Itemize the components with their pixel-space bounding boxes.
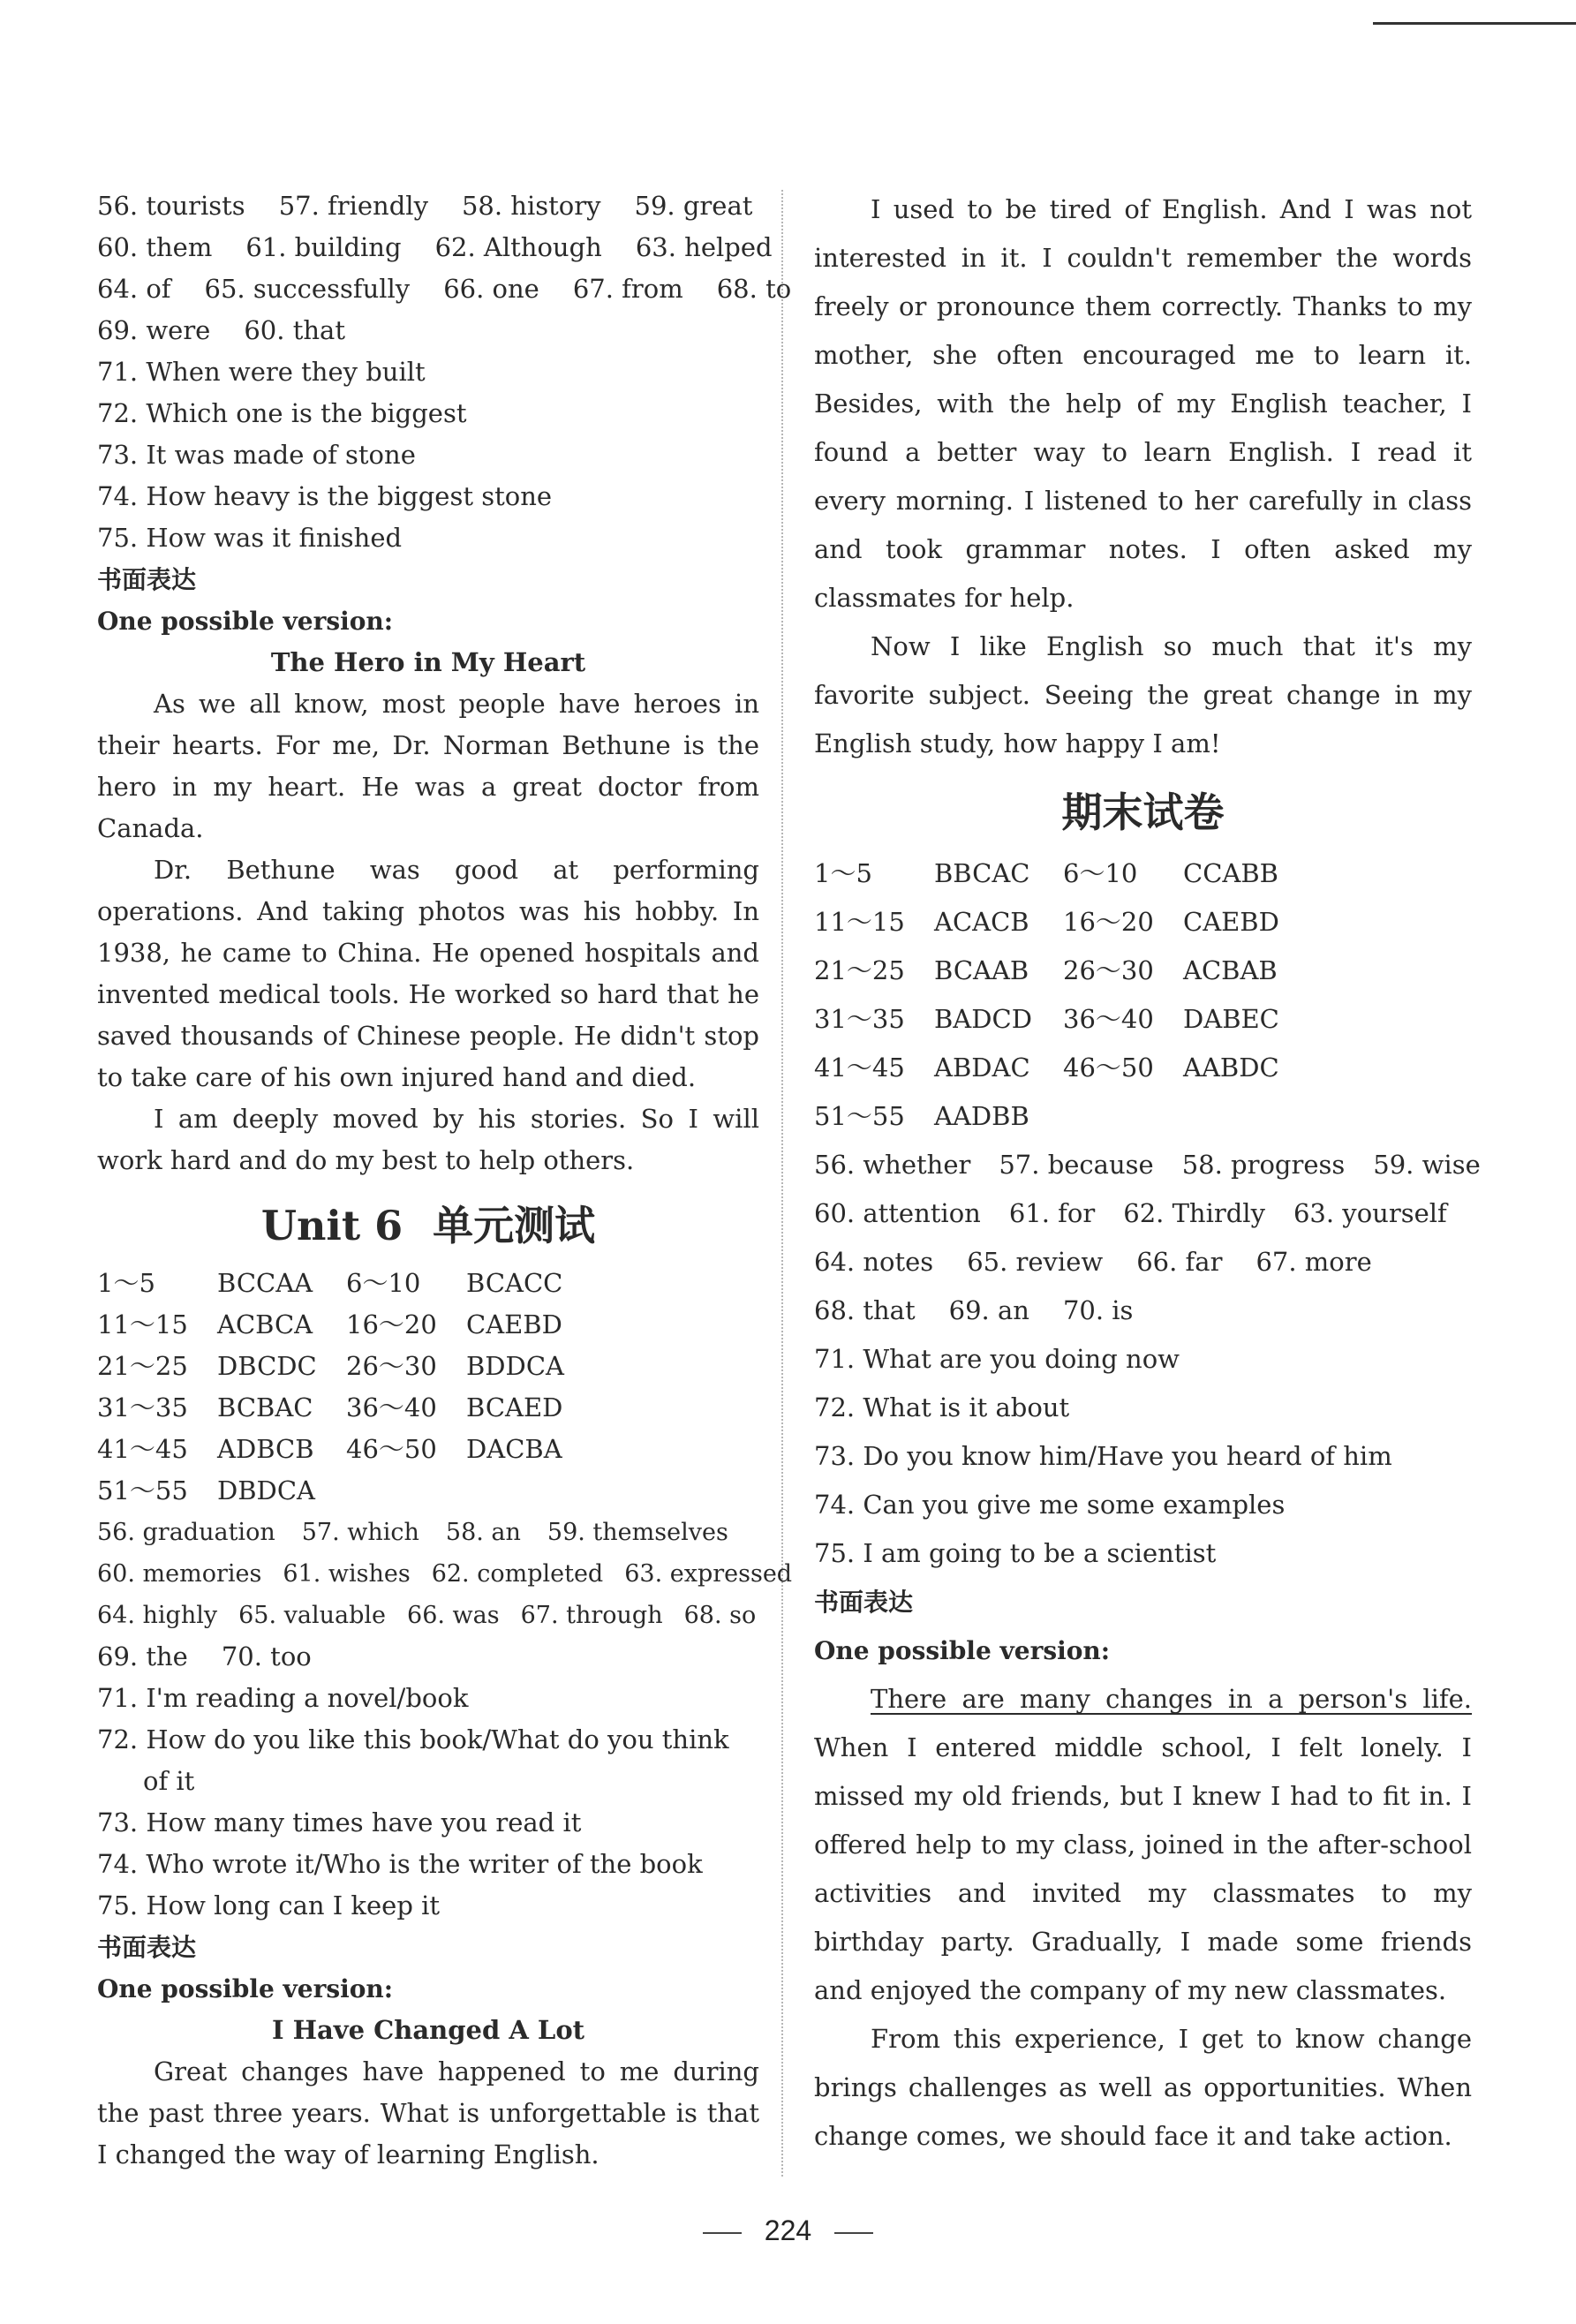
right-column: [814, 185, 1481, 2161]
answer-row: 21～25 BCAAB 26～30 ACBAB: [814, 955, 1278, 985]
answer-row: 41～45 ABDAC 46～50 AABDC: [814, 1053, 1279, 1083]
fill-line: 69. were 60. that: [97, 315, 345, 345]
fill-line: 56. whether 57. because 58. progress 59. wise: [814, 1150, 1481, 1180]
fill-line: 69. the 70. too: [97, 1641, 312, 1671]
sentence-answer: 71. When were they built: [97, 357, 426, 387]
essay-paragraph: Great changes have happened to me during the past three years. What is unforgettable is that I changed the way of learning English.: [97, 2056, 759, 2169]
sentence-answer: 73. It was made of stone: [97, 440, 416, 470]
sentence-answer: 72. Which one is the biggest: [97, 398, 467, 428]
sentence-answer: 75. I am going to be a scientist: [814, 1538, 1217, 1568]
fill-line: 60. attention 61. for 62. Thirdly 63. yourself: [814, 1198, 1447, 1228]
unit6-heading: Unit 6 单元测试: [260, 1202, 596, 1249]
essay-paragraph: There are many changes in a person's life. When I entered middle school, I felt lonely. I missed my old friends, but I knew I had to fit in. I offered help to my class, joined in the after-school activities and invited my classmates to my birthday party. Gradually, I made some friends and enjoyed the company of my new classmates.: [814, 1684, 1472, 2005]
answer-row: 51～55 AADBB: [814, 1101, 1029, 1131]
essay-paragraph: From this experience, I get to know change brings challenges as well as opportunities. When change comes, we should face it and take action.: [814, 2024, 1472, 2151]
fill-line: 64. highly 65. valuable 66. was 67. through 68. so: [97, 1602, 757, 1629]
essay-title: The Hero in My Heart: [270, 647, 586, 677]
essay-paragraph: As we all know, most people have heroes in their hearts. For me, Dr. Norman Bethune is the hero in my heart. He was a great doctor from Canada.: [97, 689, 759, 843]
answer-row: 51～55 DBDCA: [97, 1475, 315, 1505]
sentence-answer: 72. What is it about: [814, 1392, 1070, 1422]
answer-row: 21～25 DBCDC 26～30 BDDCA: [97, 1351, 564, 1381]
essay-paragraph: Now I like English so much that it's my favorite subject. Seeing the great change in my English study, how happy I am!: [814, 631, 1472, 758]
essay-title: I Have Changed A Lot: [271, 2015, 585, 2045]
answer-row: 31～35 BCBAC 36～40 BCAED: [97, 1392, 563, 1422]
sentence-answer: 74. Can you give me some examples: [814, 1490, 1286, 1520]
version-label: One possible version:: [97, 607, 394, 636]
sentence-answer: 73. Do you know him/Have you heard of him: [814, 1441, 1392, 1471]
sentence-answer: 75. How long can I keep it: [97, 1890, 441, 1920]
sentence-answer: 75. How was it finished: [97, 523, 403, 553]
answer-row: 1～5 BBCAC 6～10 CCABB: [814, 858, 1278, 888]
fill-line: 64. notes 65. review 66. far 67. more: [814, 1247, 1372, 1277]
fill-line: 56. graduation 57. which 58. an 59. themselves: [97, 1519, 728, 1546]
left-column: [97, 185, 793, 2176]
fill-line: 56. tourists 57. friendly 58. history 59. great: [97, 191, 753, 221]
sentence-answer: 74. How heavy is the biggest stone: [97, 481, 553, 511]
writing-label: 书面表达: [97, 565, 197, 594]
page-number: 224: [0, 2215, 1576, 2247]
page-number-dash: [834, 2232, 873, 2234]
sentence-answer: 72. How do you like this book/What do you think of it: [97, 1724, 729, 1796]
sentence-answer: 71. What are you doing now: [814, 1344, 1180, 1374]
version-label: One possible version:: [97, 1974, 394, 2003]
version-label: One possible version:: [814, 1636, 1111, 1665]
fill-line: 68. that 69. an 70. is: [814, 1295, 1134, 1325]
final-exam-heading: 期末试卷: [1061, 788, 1225, 836]
page-number-dash: [703, 2232, 742, 2234]
sentence-answer: 73. How many times have you read it: [97, 1807, 582, 1837]
topic-sentence: There are many changes in a person's life.: [871, 1684, 1472, 1714]
sentence-answer: 71. I'm reading a novel/book: [97, 1683, 469, 1713]
writing-label: 书面表达: [97, 1933, 197, 1962]
column-divider: [781, 190, 783, 2177]
answer-row: 41～45 ADBCB 46～50 DACBA: [97, 1434, 562, 1464]
fill-line: 60. memories 61. wishes 62. completed 63. expressed: [97, 1560, 793, 1588]
answer-row: 11～15 ACBCA 16～20 CAEBD: [97, 1309, 562, 1339]
answer-row: 1～5 BCCAA 6～10 BCACC: [97, 1268, 563, 1298]
essay-paragraph: Dr. Bethune was good at performing operations. And taking photos was his hobby. In 1938, he came to China. He opened hospitals and invented medical tools. He worked so hard that he saved thousands of Chinese people. He didn't stop to take care of his own injured hand and died.: [97, 855, 759, 1092]
corner-rule: [1373, 22, 1576, 25]
fill-line: 60. them 61. building 62. Although 63. helped: [97, 232, 773, 262]
answer-row: 31～35 BADCD 36～40 DABEC: [814, 1004, 1279, 1034]
sentence-answer: 74. Who wrote it/Who is the writer of the book: [97, 1849, 703, 1879]
essay-paragraph: I used to be tired of English. And I was not interested in it. I couldn't remember the words freely or pronounce them correctly. Thanks to my mother, she often encouraged me to learn it. Besides, with the help of my English teacher, I found a better way to learn English. I read it every morning. I listened to her carefully in class and took grammar notes. I often asked my classmates for help.: [814, 194, 1472, 613]
essay-paragraph: I am deeply moved by his stories. So I will work hard and do my best to help others.: [97, 1104, 759, 1175]
fill-line: 64. of 65. successfully 66. one 67. from 68. to: [97, 274, 792, 304]
writing-label: 书面表达: [814, 1588, 914, 1617]
answer-row: 11～15 ACACB 16～20 CAEBD: [814, 907, 1279, 937]
